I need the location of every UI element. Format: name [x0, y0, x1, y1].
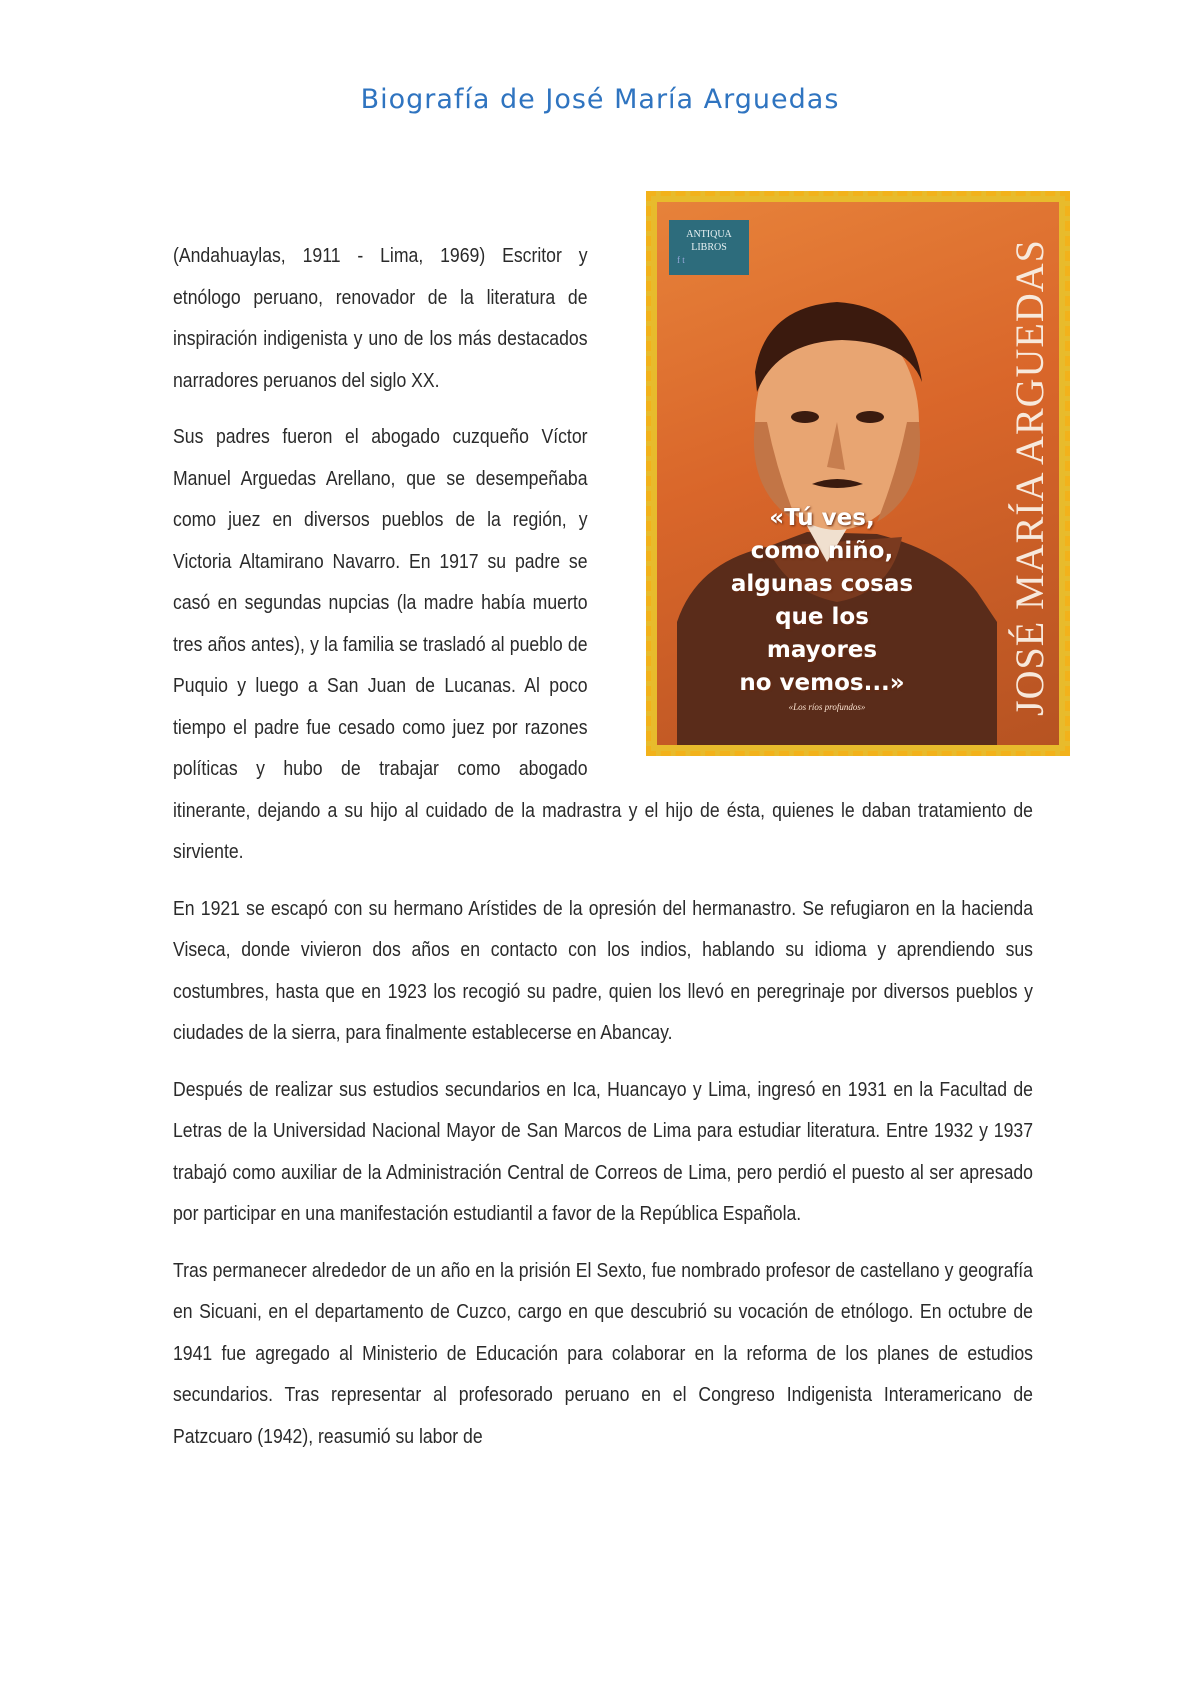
page-title: Biografía de José María Arguedas: [360, 84, 840, 115]
social-icons: f t: [677, 255, 685, 265]
image-wrap-space: [612, 187, 1033, 787]
badge-line-2: LIBROS: [691, 242, 727, 253]
quote-line: mayores: [766, 637, 878, 663]
quote-line: «Tú ves,: [769, 505, 875, 531]
author-name-vertical: JOSÉ MARÍA ARGUEDAS: [1007, 239, 1052, 716]
paragraph: Después de realizar sus estudios secundarios en Ica, Huancayo y Lima, ingresó en 1931 en la Facultad de Letras de la Universidad Nacional Mayor de San Marcos de Lima para estudiar literatura. Entre 1932 y 1937 trabajó como auxiliar de la Administración Central de Correos de Lima, pero perdió el puesto al ser apresado por participar en una manifestación estudiantil a favor de la República Española.: [173, 1077, 1033, 1225]
paragraph: (Andahuaylas, 1911 - Lima, 1969) Escritor y etnólogo peruano, renovador de la literatura de inspiración indigenista y uno de los más destacados narradores peruanos del siglo XX.: [173, 244, 588, 392]
quote-line: no vemos...»: [739, 670, 905, 696]
quote-line: que los: [775, 604, 869, 630]
paragraph: Tras permanecer alrededor de un año en la prisión El Sexto, fue nombrado profesor de castellano y geografía en Sicuani, en el departamento de Cuzco, cargo en que descubrió su vocación de etnólogo. En octubre de 1941 fue agregado al Ministerio de Educación para colaborar en la reforma de los planes de estudios secundarios. Tras representar al profesorado peruano en el Congreso Indigenista Interamericano de Patzcuaro (1942), reasumió su labor de: [173, 1258, 1033, 1448]
biography-body: [173, 235, 1033, 1472]
quote-line: algunas cosas: [730, 571, 914, 597]
paragraph: En 1921 se escapó con su hermano Arístides de la opresión del hermanastro. Se refugiaron en la hacienda Viseca, donde vivieron dos años en contacto con los indios, hablando su idioma y aprendiendo sus costumbres, hasta que en 1923 los recogió su padre, quien los llevó en peregrinaje por diversos pueblos y ciudades de la sierra, para finalmente establecerse en Abancay.: [173, 896, 1033, 1044]
badge-line-1: ANTIQUA: [686, 229, 732, 240]
paragraph: Sus padres fueron el abogado cuzqueño Víctor Manuel Arguedas Arellano, que se desempeñaba como juez en diversos pueblos de la región, y Victoria Altamirano Navarro. En 1917 su padre se casó en segundas nupcias (la madre había muerto tres años antes), y la familia se trasladó al pueblo de Puquio y luego a San Juan de Lucanas. Al poco tiempo el padre fue cesado como juez por razones políticas y hubo de trabajar como abogado itinerante, dejando a su hijo al cuidado de la madrastra y el hijo de ésta, quienes le daban tratamiento de sirviente.: [173, 425, 1033, 863]
quote-line: como niño,: [750, 538, 894, 564]
quote-source: «Los ríos profundos»: [788, 702, 866, 712]
